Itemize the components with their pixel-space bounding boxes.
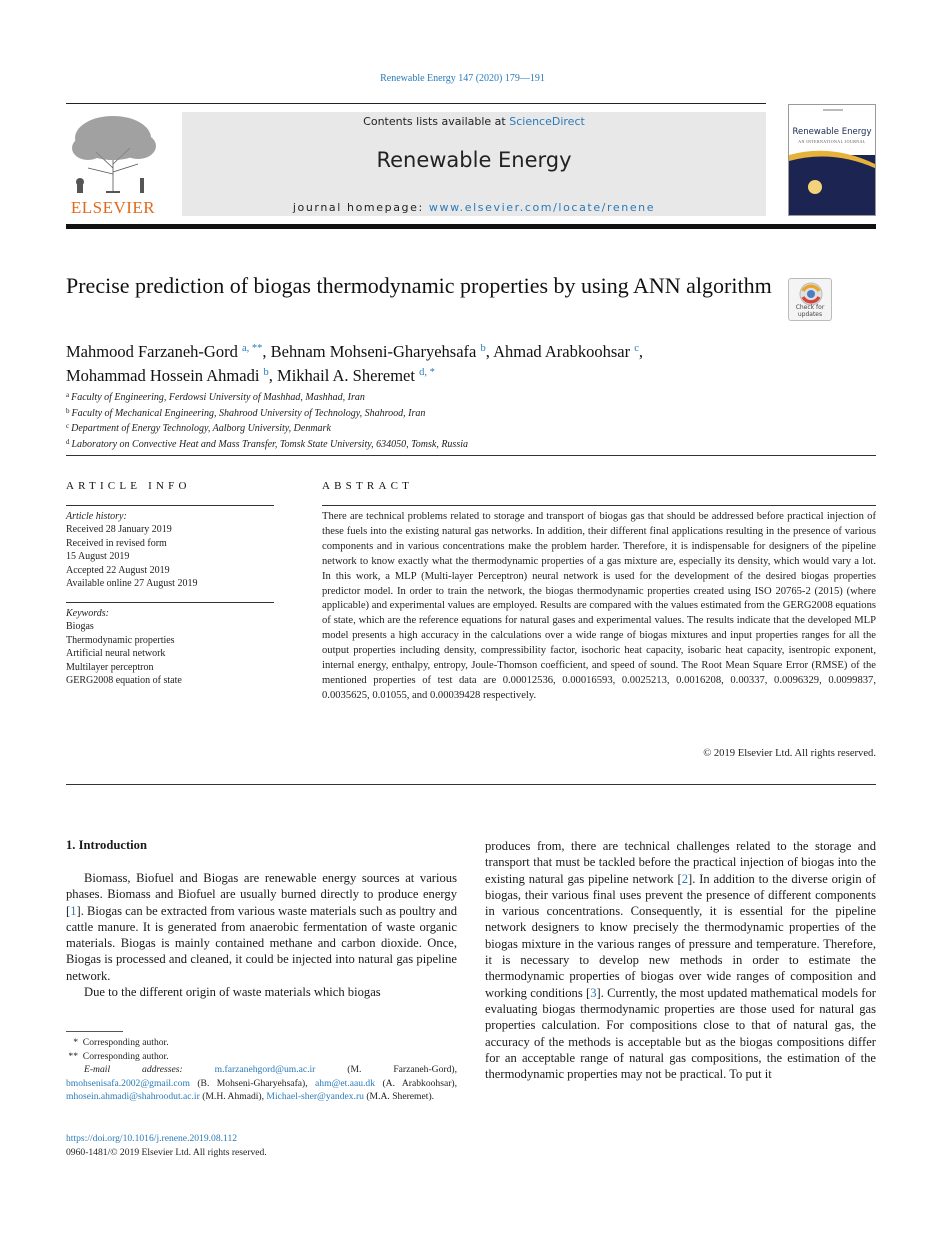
footnote-corresponding-2: ** Corresponding author. — [66, 1050, 169, 1062]
citation-link[interactable]: 1 — [70, 903, 77, 918]
info-rule — [66, 505, 274, 506]
elsevier-logo[interactable] — [66, 112, 160, 216]
email-link[interactable]: bmohsenisafa.2002@gmail.com — [66, 1077, 190, 1089]
keyword-item: Thermodynamic properties — [66, 634, 175, 646]
footnote-rule — [66, 1031, 123, 1032]
journal-name: Renewable Energy — [376, 148, 572, 172]
history-label: Article history: — [66, 511, 127, 522]
email-link[interactable]: ahm@et.aau.dk — [315, 1077, 376, 1089]
keywords-label: Keywords: — [66, 608, 109, 619]
author-4: Mohammad Hossein Ahmadi $^b$, — [66, 366, 278, 385]
abstract-bottom-rule — [66, 784, 876, 785]
cover-subtitle: AN INTERNATIONAL JOURNAL — [798, 139, 866, 144]
intro-heading: 1. Introduction — [66, 838, 147, 852]
keyword-item: GERG2008 equation of state — [66, 675, 182, 687]
homepage-link[interactable]: www.elsevier.com/locate/renene — [428, 201, 656, 214]
contents-prefix: Contents lists available at — [363, 115, 510, 128]
keyword-item: Multilayer perceptron — [66, 661, 154, 673]
check-for-updates-button[interactable] — [788, 278, 832, 321]
author-4-affil[interactable]: b — [263, 367, 269, 378]
email-link[interactable]: mhosein.ahmadi@shahroodut.ac.ir — [66, 1091, 200, 1102]
history-item: Received in revised form — [66, 537, 167, 549]
elsevier-tree-icon — [66, 112, 160, 194]
intro-paragraph-2: Due to the different origin of waste materials which biogas — [84, 985, 381, 1000]
right-column — [485, 838, 876, 1082]
check-updates-label: Check for updates — [795, 304, 825, 318]
abstract-copyright: © 2019 Elsevier Ltd. All rights reserved. — [703, 748, 876, 759]
author-1-affil[interactable]: a, ** — [241, 343, 263, 354]
header-thick-rule — [66, 224, 876, 229]
journal-cover[interactable] — [788, 104, 876, 216]
history-item: Received 28 January 2019 — [66, 524, 172, 536]
doi-block — [66, 1132, 267, 1159]
section-divider — [66, 455, 876, 456]
citation-link[interactable]: 3 — [590, 985, 597, 1000]
intro-paragraph-1: Biomass, Biofuel and Biogas are renewable energy sources at various phases. Biomass and Biofuel are usually burned directly to produce energy [1]. Biogas can be extracted from various waste materials such as poultry and cattle manure. It is generated from anaerobic fermentation of waste organic materials. Biogas is mainly contained methane and carbon dioxide. Once, Biogas is processed and cleaned, it could be injected into natural gas pipeline network. — [66, 871, 457, 983]
cover-art-icon — [789, 105, 876, 216]
keywords-rule — [66, 602, 274, 603]
left-column — [66, 870, 457, 1000]
author-3: Ahmad Arabkoohsar $^c$, — [493, 342, 644, 361]
author-3-affil[interactable]: c — [634, 343, 639, 354]
affiliation-item: $^a$ Faculty of Engineering, Ferdowsi University of Mashhad, Mashhad, Iran — [66, 391, 365, 403]
abstract-heading: ABSTRACT — [322, 480, 414, 492]
history-item: Accepted 22 August 2019 — [66, 564, 170, 576]
abstract-rule — [322, 505, 876, 506]
keyword-item: Artificial neural network — [66, 648, 166, 660]
homepage-prefix: journal homepage: — [292, 201, 429, 214]
citation-link[interactable]: 2 — [681, 871, 689, 886]
elsevier-wordmark: ELSEVIER — [70, 198, 156, 217]
history-item: Available online 27 August 2019 — [66, 578, 198, 590]
affiliation-item: $^b$ Faculty of Mechanical Engineering, Shahrood University of Technology, Shahrood, Iran — [66, 406, 426, 419]
article-history — [66, 510, 274, 590]
header-rule — [66, 103, 766, 104]
keyword-item: Biogas — [66, 621, 94, 633]
author-1: Mahmood Farzaneh-Gord $^{a, **}$, — [66, 342, 271, 361]
issn-line: 0960-1481/© 2019 Elsevier Ltd. All rights reserved. — [66, 1146, 267, 1158]
journal-banner — [182, 112, 766, 216]
affiliation-item: $^d$ Laboratory on Convective Heat and Mass Transfer, Tomsk State University, 634050, Tomsk, Russia — [66, 437, 468, 450]
article-info-heading: ARTICLE INFO — [66, 480, 191, 492]
intro-paragraph-continued: produces from, there are technical challenges related to the storage and transport that must be tackled before the practical injection of biogas into the existing natural gas pipeline network [2]. In addition to the diverse origin of biogas, their various final uses prevent the presence of different components in various concentrations. Consequently, it is essential for the pipeline network designers to know precisely the thermodynamic properties of the biogas mixture in the various ranges of pressure and temperature. Therefore, it is necessary to develop new methods in order to estimate the thermodynamic properties of biogas over wide ranges of composition and working conditions [3]. Currently, the most updated mathematical models for evaluating biogas thermodynamic properties are those used for natural gas properties calculation. For compositions close to that of natural gas, the accuracy of the methods is acceptable but as the biogas compositions differ for an acceptable range of natural gas compositions, the estimation of the thermodynamic properties may not be practical. To put it — [485, 839, 876, 1082]
journal-reference[interactable]: Renewable Energy 147 (2020) 179—191 — [380, 73, 545, 84]
contents-line — [182, 115, 766, 128]
footnotes — [66, 1036, 457, 1104]
affiliation-list — [66, 389, 876, 451]
author-5: Mikhail A. Sheremet $^{d, *}$ — [277, 366, 435, 385]
keywords — [66, 607, 274, 687]
email-link[interactable]: m.farzanehgord@um.ac.ir — [214, 1064, 316, 1075]
email-label: E-mail addresses: — [84, 1064, 183, 1075]
footnote-emails: E-mail addresses: m.farzanehgord@um.ac.ir (M. Farzaneh-Gord), bmohsenisafa.2002@gmail.com (B. Mohseni-Gharyehsafa), ahm@et.aau.dk (A. Arabkoohsar), mhosein.ahmadi@shahroodut.ac.ir (M.H. Ahmadi), Michael-sher@yandex.ru (M.A. Sheremet). — [66, 1064, 458, 1102]
homepage-line — [182, 201, 766, 214]
article-title: Precise prediction of biogas thermodynamic properties by using ANN algorithm — [66, 273, 772, 298]
affiliation-item: $^c$ Department of Energy Technology, Aalborg University, Denmark — [66, 422, 331, 434]
cover-title: Renewable Energy — [792, 127, 872, 137]
sciencedirect-link[interactable]: ScienceDirect — [509, 115, 585, 128]
doi-link[interactable]: https://doi.org/10.1016/j.renene.2019.08.112 — [66, 1133, 238, 1144]
author-list — [66, 338, 876, 386]
history-item: 15 August 2019 — [66, 551, 130, 563]
author-5-affil[interactable]: d, * — [419, 367, 435, 378]
author-2: Behnam Mohseni-Gharyehsafa $^b$, — [270, 342, 494, 361]
author-2-affil[interactable]: b — [480, 343, 486, 354]
footnote-corresponding-1: * Corresponding author. — [66, 1037, 169, 1048]
email-link[interactable]: Michael-sher@yandex.ru — [266, 1091, 364, 1102]
abstract-text: There are technical problems related to storage and transport of biogas gas that should be addressed before practical injection of these fuels into the existing natural gas networks. In addition, their different final applications resulting in the presence of various components and in various concentrations make the problem harder. Therefore, it is indispensable for designers of the pipeline network to know exactly what the thermodynamic properties of a gas mixture are, especially its density, which would vary a lot. In this work, a MLP (Multi-layer Perceptron) neural network is used for the development of the desired biogas properties predictor model. In order to train the network, the biogas thermodynamic properties created using ISO 20765-2 (2015) (where applicable) and experimental values are employed. Results are compared with the values estimated from the GERG2008 equations of state, which are the reference equations for natural gases and experimental values. The results indicate that the developed MLP model presents a high accuracy in the calculations over a wide range of biogas mixtures and input properties ranges for all the output properties including density, compressibility factor, isochoric heat capacity, isobaric heat capacity, isentropic exponent, internal energy, enthalpy, entropy, Joule-Thomson coefficient, and speed of sound. The Root Mean Square Error (RMSE) of the mentioned properties of test data are 0.00012536, 0.00016593, 0.0025213, 0.0016208, 0.00337, 0.0096329, 0.0099837, 0.0035625, 0.01055, and 0.00039428 respectively. — [322, 511, 876, 701]
